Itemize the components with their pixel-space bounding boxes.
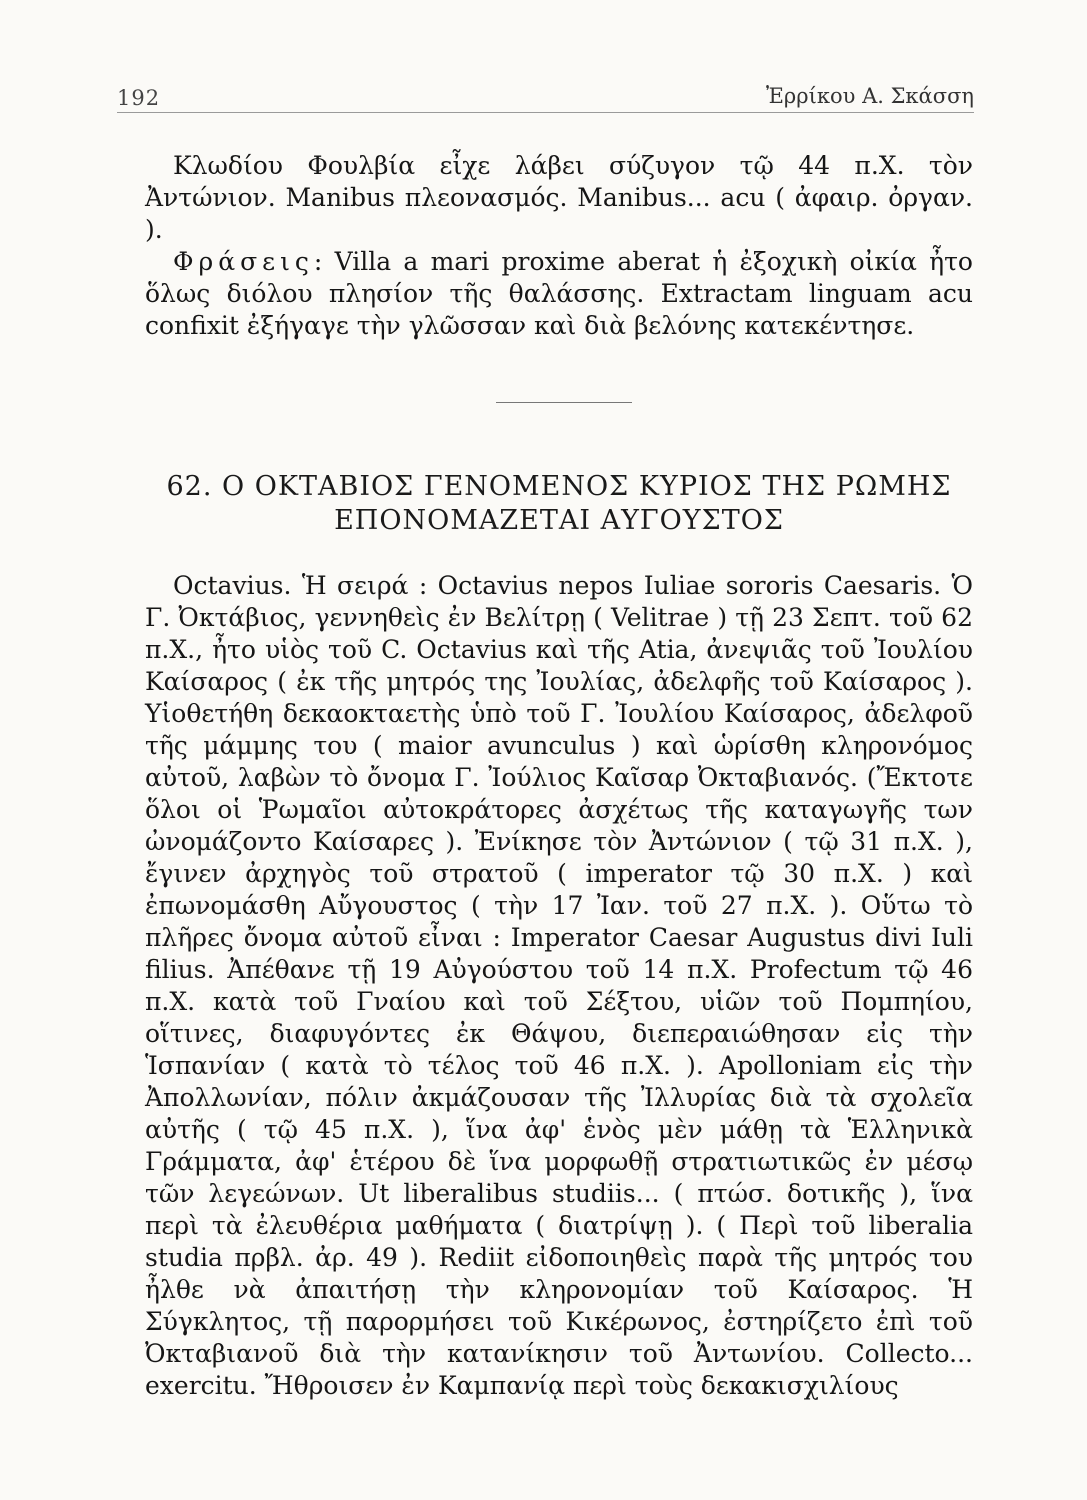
section-body (145, 570, 973, 1402)
continuation-paragraph: Κλωδίου Φουλβία εἶχε λάβει σύζυγον τῷ 44 π.Χ. τὸν Ἀντώνιον. Manibus πλεονασμός. Manibus... acu ( ἀφαιρ. ὀργαν. ). (145, 151, 973, 244)
section-heading (145, 470, 973, 538)
running-head: Ἐρρίκου Α. Σκάσση (766, 84, 974, 108)
phrases-label: Φράσεις (173, 247, 314, 276)
section-body-paragraph: Octavius. Ἡ σειρά : Octavius nepos Iuliae sororis Caesaris. Ὁ Γ. Ὀκτάβιος, γεννηθεὶς ἐν Βελίτρῃ ( Velitrae ) τῇ 23 Σεπτ. τοῦ 62 π.Χ., ἦτο υἱὸς τοῦ C. Octavius καὶ τῆς Atia, ἀνεψιᾶς τοῦ Ἰουλίου Καίσαρος ( ἐκ τῆς μητρός της Ἰουλίας, ἀδελφῆς τοῦ Καίσαρος ). Υἱοθετήθη δεκαοκταετὴς ὑπὸ τοῦ Γ. Ἰουλίου Καίσαρος, ἀδελφοῦ τῆς μάμμης του ( maior avunculus ) καὶ ὡρίσθη κληρονόμος αὐτοῦ, λαβὼν τὸ ὄνομα Γ. Ἰούλιος Καῖσαρ Ὀκταβιανός. (Ἔκτοτε ὅλοι οἱ Ῥωμαῖοι αὐτοκράτορες ἀσχέτως τῆς καταγωγῆς των ὠνομάζοντο Καίσαρες ). Ἐνίκησε τὸν Ἀντώνιον ( τῷ 31 π.Χ. ), ἔγινεν ἀρχηγὸς τοῦ στρατοῦ ( imperator τῷ 30 π.Χ. ) καὶ ἐπωνομάσθη Αὔγουστος ( τὴν 17 Ἰαν. τοῦ 27 π.Χ. ). Οὕτω τὸ πλῆρες ὄνομα αὐτοῦ εἶναι : Imperator Caesar Augustus divi Iuli filius. Ἀπέθανε τῇ 19 Αὐγούστου τοῦ 14 π.Χ. Profectum τῷ 46 π.Χ. κατὰ τοῦ Γναίου καὶ τοῦ Σέξτου, υἱῶν τοῦ Πομπηίου, οἵτινες, διαφυγόντες ἐκ Θάψου, διεπεραιώθησαν εἰς τὴν Ἱσπανίαν ( κατὰ τὸ τέλος τοῦ 46 π.Χ. ). Apolloniam εἰς τὴν Ἀπολλωνίαν, πόλιν ἀκμάζουσαν τῆς Ἰλλυρίας διὰ τὰ σχολεῖα αὐτῆς ( τῷ 45 π.Χ. ), ἵνα ἀφ' ἑνὸς μὲν μάθῃ τὰ Ἑλληνικὰ Γράμματα, ἀφ' ἑτέρου δὲ ἵνα μορφωθῇ στρατιωτικῶς ἐν μέσῳ τῶν λεγεώνων. Ut liberalibus studiis... ( πτώσ. δοτικῆς ), ἵνα περὶ τὰ ἐλευθέρια μαθήματα ( διατρίψῃ ). ( Περὶ τοῦ liberalia studia πρβλ. ἀρ. 49 ). Rediit εἰδοποιηθεὶς παρὰ τῆς μητρός του ἦλθε νὰ ἀπαιτήσῃ τὴν κληρονομίαν τοῦ Καίσαρος. Ἡ Σύγκλητος, τῇ παρορμήσει τοῦ Κικέρωνος, ἐστηρίζετο ἐπὶ τοῦ Ὀκταβιανοῦ διὰ τὴν κατανίκησιν τοῦ Ἀντωνίου. Collecto... exercitu. Ἤθροισεν ἐν Καμπανίᾳ περὶ τοὺς δεκακισχιλίους (145, 571, 973, 1400)
top-text-block (145, 150, 973, 342)
phrases-text: : Villa a mari proxime aberat ἡ ἐξοχικὴ οἰκία ἦτο ὅλως διόλου πλησίον τῆς θαλάσσης. Extractam linguam acu confixit ἐξήγαγε τὴν γλῶσσαν καὶ διὰ βελόνης κατεκέντησε. (145, 247, 973, 340)
section-heading-line-1: 62. Ο ΟΚΤΑΒΙΟΣ ΓΕΝΟΜΕΝΟΣ ΚΥΡΙΟΣ ΤΗΣ ΡΩΜΗΣ (166, 471, 952, 502)
phrases-paragraph (145, 246, 973, 342)
section-heading-line-2: ΕΠΟΝΟΜΑΖΕΤΑΙ ΑΥΓΟΥΣΤΟΣ (334, 505, 784, 536)
page-header (117, 82, 974, 113)
section-separator (496, 402, 632, 403)
page-number: 192 (117, 86, 161, 110)
